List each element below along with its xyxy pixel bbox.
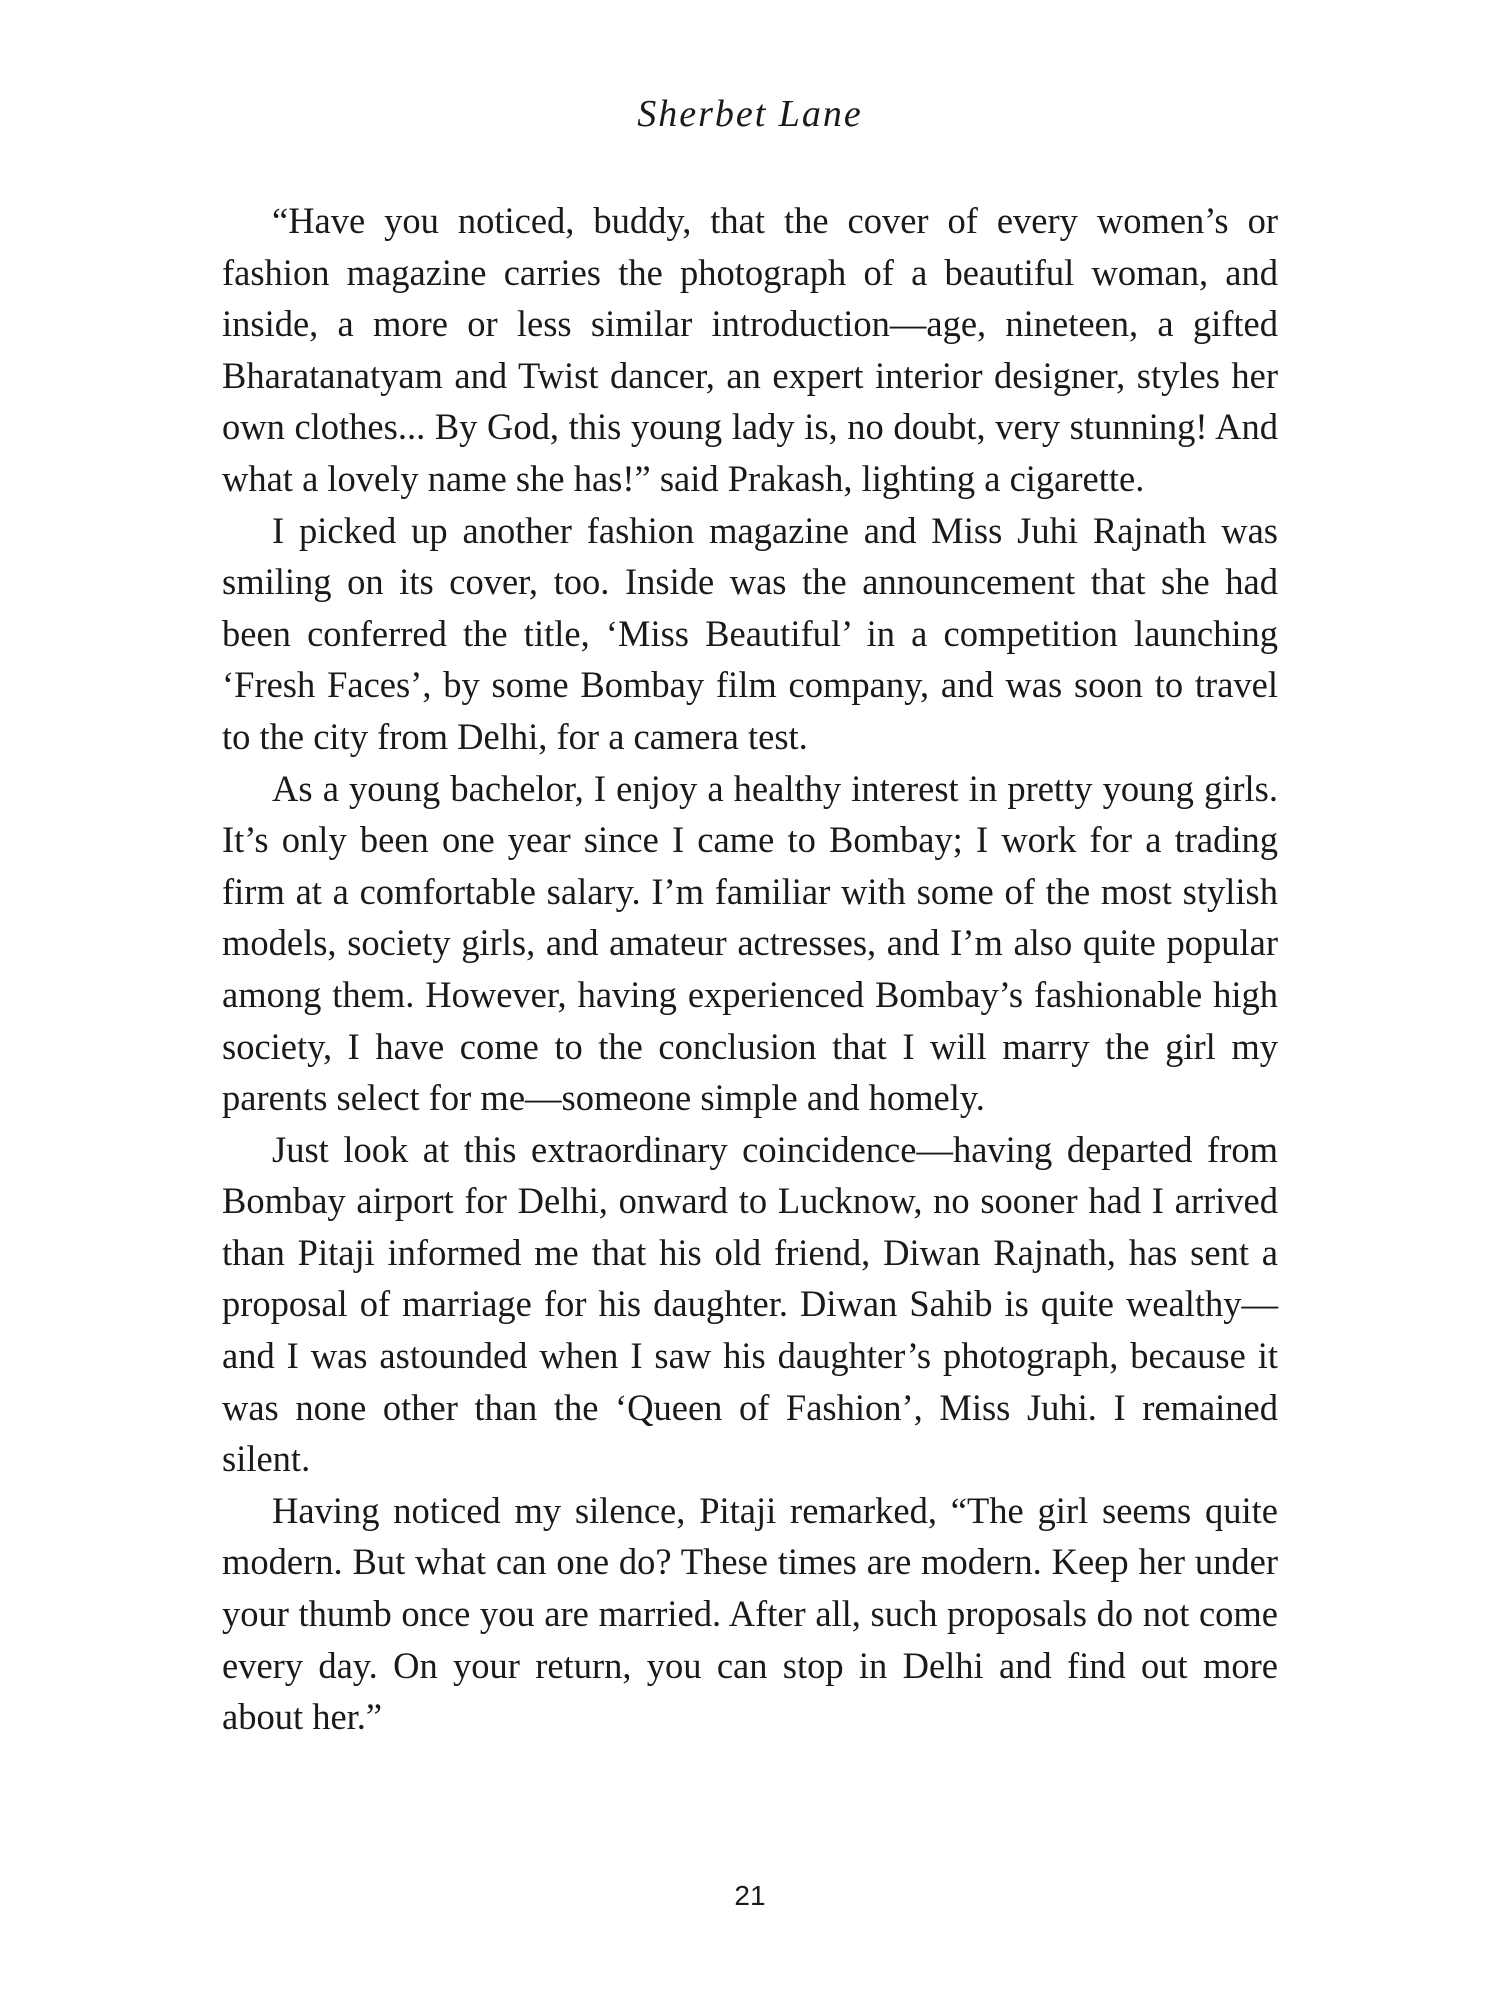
body-text xyxy=(222,195,1278,1743)
paragraph: I picked up another fashion magazine and Miss Juhi Rajnath was smiling on its cover, too. Inside was the announcement that she had been conferred the title, ‘Miss Beautiful’ in a competition launching ‘Fresh Faces’, by some Bombay film company, and was soon to travel to the city from Delhi, for a camera test. xyxy=(222,509,1278,757)
running-head: Sherbet Lane xyxy=(637,93,863,135)
paragraph: “Have you noticed, buddy, that the cover of every women’s or fashion magazine carries the photograph of a beautiful woman, and inside, a more or less similar introduction—age, nineteen, a gifted Bharatanatyam and Twist dancer, an expert interior designer, styles her own clothes... By God, this young lady is, no doubt, very stunning! And what a lovely name she has!” said Prakash, lighting a cigarette. xyxy=(222,200,1278,499)
page-number: 21 xyxy=(734,1880,766,1911)
paragraph: As a young bachelor, I enjoy a healthy interest in pretty young girls. It’s only been one year since I came to Bombay; I work for a trading firm at a comfortable salary. I’m familiar with some of the most stylish models, society girls, and amateur actresses, and I’m also quite popular among them. However, having experienced Bombay’s fashionable high society, I have come to the conclusion that I will marry the girl my parents select for me—someone simple and homely. xyxy=(222,767,1278,1119)
paragraph: Just look at this extraordinary coincidence—having departed from Bombay airport for Delhi, onward to Lucknow, no sooner had I arrived than Pitaji informed me that his old friend, Diwan Rajnath, has sent a proposal of marriage for his daughter. Diwan Sahib is quite wealthy—and I was astounded when I saw his daughter’s photograph, because it was none other than the ‘Queen of Fashion’, Miss Juhi. I remained silent. xyxy=(222,1128,1278,1480)
paragraph: Having noticed my silence, Pitaji remarked, “The girl seems quite modern. But what can one do? These times are modern. Keep her under your thumb once you are married. After all, such proposals do not come every day. On your return, you can stop in Delhi and find out more about her.” xyxy=(222,1489,1278,1738)
